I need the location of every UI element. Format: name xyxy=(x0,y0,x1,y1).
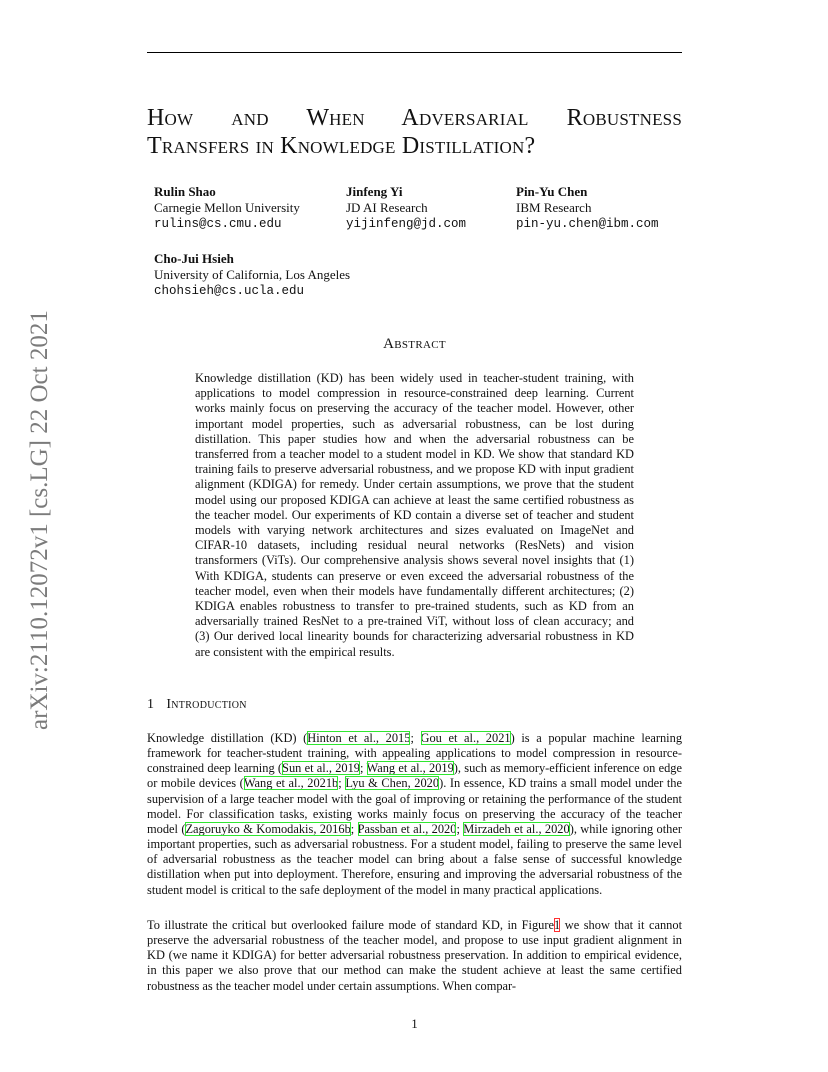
author-email: rulins@cs.cmu.edu xyxy=(154,217,282,231)
abstract-text: Knowledge distillation (KD) has been widely used in teacher-student training, with applications to model compression in resource-constrained deep learning. Current works mainly focus on preserving the accuracy of the teacher model. However, other important model properties, such as adversarial robustness, can be lost during distillation. This paper studies how and when the adversarial robustness can be transferred from a teacher model to a student model in KD. We show that standard KD training fails to preserve adversarial robustness, and we propose KD with input gradient alignment (KDIGA) for remedy. Under certain assumptions, we prove that the student model using our proposed KDIGA can achieve at least the same certified robustness as the teacher model. Our experiments of KD contain a diverse set of teacher and student models with varying network architectures and sizes evaluated on ImageNet and CIFAR-10 datasets, including residual neural networks (ResNets) and vision transformers (ViTs). Our comprehensive analysis shows several novel insights that (1) With KDIGA, students can preserve or even exceed the adversarial robustness of the teacher model, even when their models have fundamentally different architectures; (2) KDIGA enables robustness to transfer to pre-trained students, such as KD from an adversarially trained ResNet to a pre-trained ViT, without loss of clean accuracy; and (3) Our derived local linearity bounds for characterizing adversarial robustness in KD are consistent with the empirical results. xyxy=(195,371,634,659)
figure-reference-link[interactable]: 1 xyxy=(554,918,561,932)
arxiv-identifier: arXiv:2110.12072v1 [cs.LG] 22 Oct 2021 xyxy=(26,310,53,730)
title-line-1: How and When Adversarial Robustness xyxy=(147,105,682,131)
text-span: ). In essence, KD trains a small model under the supervision of a large teacher model with the goal of improving or retaining the performance of the student model. For classification tasks, existing works mainly focus on preserving the accuracy of the teacher model ( xyxy=(147,776,683,836)
text-span: ) is a popular machine learning framework for teacher-student training, with appealing applications to model compression in resource-constrained deep learning ( xyxy=(147,731,683,776)
text-span: ; xyxy=(456,821,464,836)
abstract-heading: Abstract xyxy=(383,336,446,352)
citation-link[interactable]: Wang et al., 2021b xyxy=(243,776,339,791)
intro-paragraph-1 xyxy=(147,731,682,898)
top-rule xyxy=(147,52,682,53)
author-name: Rulin Shao xyxy=(154,184,216,199)
section-number: 1 xyxy=(147,697,155,712)
author-email: yijinfeng@jd.com xyxy=(346,217,467,231)
text-span: Knowledge distillation (KD) ( xyxy=(147,731,308,745)
text-span: ; xyxy=(338,776,346,791)
text-span: ), such as memory-efficient inference on edge or mobile devices ( xyxy=(147,761,682,791)
text-span: we show that it cannot preserve the adversarial robustness of the teacher model, and propose to use input gradient alignment in KD (we name it KDIGA) for better adversarial robustness preservation. In addition to empirical evidence, in this paper we also prove that our method can make the student achieve at least the same certified robustness as the teacher model under certain assumptions. When compar- xyxy=(147,918,683,993)
author-block-2 xyxy=(346,184,466,232)
text-span: ; xyxy=(350,821,358,836)
author-email: pin-yu.chen@ibm.com xyxy=(516,217,659,231)
author-email: chohsieh@cs.ucla.edu xyxy=(154,284,305,298)
author-affiliation: University of California, Los Angeles xyxy=(154,267,351,282)
citation-link[interactable]: Zagoruyko & Komodakis, 2016b xyxy=(185,821,351,836)
author-block-1 xyxy=(154,184,300,232)
text-span: To illustrate the critical but overlooked failure mode of standard KD, in Figure xyxy=(147,918,554,932)
title-line-2: Transfers in Knowledge Distillation? xyxy=(147,133,536,159)
citation-link[interactable]: Passban et al., 2020 xyxy=(357,821,457,836)
citation-link[interactable]: Mirzadeh et al., 2020 xyxy=(463,821,570,836)
author-name: Pin-Yu Chen xyxy=(516,184,588,199)
author-name: Jinfeng Yi xyxy=(346,184,403,199)
author-affiliation: IBM Research xyxy=(516,200,592,215)
intro-paragraph-2 xyxy=(147,918,682,994)
section-title: Introduction xyxy=(166,697,247,712)
author-block-4 xyxy=(154,251,350,299)
author-name: Cho-Jui Hsieh xyxy=(154,251,234,266)
section-heading xyxy=(147,697,247,713)
citation-link[interactable]: Gou et al., 2021 xyxy=(420,731,511,745)
text-span: ), while ignoring other important properties, such as adversarial robustness. For a student model, failing to preserve the same level of adversarial robustness as the teacher model can bring about a false sense of successful knowledge distillation when put into deployment. Therefore, ensuring and improving the adversarial robustness of the student model is critical to the safe deployment of the model in many practical applications. xyxy=(147,821,682,897)
citation-link[interactable]: Lyu & Chen, 2020 xyxy=(345,776,440,791)
author-block-3 xyxy=(516,184,659,232)
citation-link[interactable]: Sun et al., 2019 xyxy=(282,761,361,776)
author-affiliation: JD AI Research xyxy=(346,200,428,215)
citation-link[interactable]: Wang et al., 2019 xyxy=(366,761,454,776)
paper-title xyxy=(147,104,682,160)
citation-link[interactable]: Hinton et al., 2015 xyxy=(307,731,411,745)
text-span: ; xyxy=(360,761,367,776)
page-number: 1 xyxy=(411,1016,418,1031)
author-affiliation: Carnegie Mellon University xyxy=(154,200,300,215)
text-span: ; xyxy=(410,731,421,745)
